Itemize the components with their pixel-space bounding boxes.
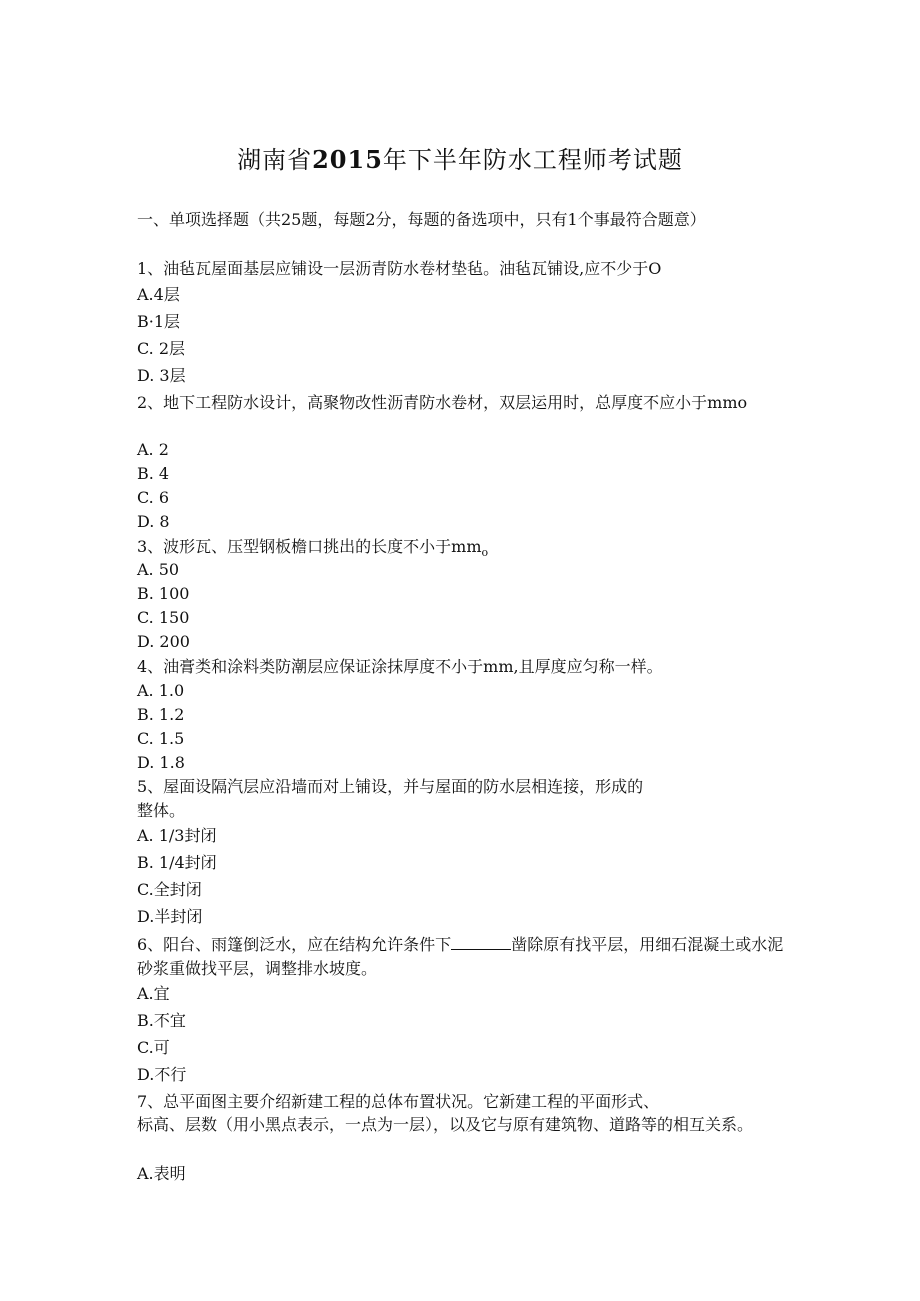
page-title	[0, 140, 920, 175]
question-3-stem	[137, 536, 488, 564]
question-5-option-b: B. 1/4封闭	[137, 853, 217, 872]
question-5-option-c: C.全封闭	[137, 880, 202, 899]
section-heading: 一、单项选择题（共25题，每题2分，每题的备选项中，只有1个事最符合题意）	[137, 210, 706, 229]
question-6-option-c: C.可	[137, 1038, 170, 1057]
question-3-option-a: A. 50	[137, 560, 180, 579]
question-6-option-d: D.不行	[137, 1065, 187, 1084]
question-5-option-d: D.半封闭	[137, 907, 203, 926]
title-suffix: 年下半年防水工程师考试题	[382, 146, 683, 174]
question-4-option-c: C. 1.5	[137, 729, 185, 748]
question-1-option-c: C. 2层	[137, 339, 186, 358]
question-7-stem-line1: 7、总平面图主要介绍新建工程的总体布置状况。它新建工程的平面形式、	[137, 1092, 660, 1111]
question-3-stem-subscript: o	[481, 546, 489, 559]
question-5-option-a: A. 1/3封闭	[137, 826, 217, 845]
question-5-stem-line2: 整体。	[137, 801, 186, 820]
question-1-option-a: A.4层	[137, 285, 180, 304]
question-6-option-b: B.不宜	[137, 1011, 186, 1030]
title-year: 2015	[312, 145, 383, 174]
question-6-stem-start: 6、阳台、雨篷倒泛水，应在结构允许条件下	[137, 935, 452, 954]
question-2-option-d: D. 8	[137, 512, 170, 531]
question-7-option-a: A.表明	[137, 1164, 186, 1183]
question-6-stem	[137, 933, 785, 981]
question-2-stem: 2、地下工程防水设计，高聚物改性沥青防水卷材，双层运用时，总厚度不应小于mmo	[137, 393, 748, 412]
question-3-option-c: C. 150	[137, 608, 190, 627]
question-4-option-d: D. 1.8	[137, 753, 185, 772]
question-3-stem-text: 3、波形瓦、压型钢板檐口挑出的长度不小于mm	[137, 537, 482, 556]
question-2-option-b: B. 4	[137, 464, 170, 483]
question-6-option-a: A.宜	[137, 984, 170, 1003]
question-1-stem: 1、油毡瓦屋面基层应铺设一层沥青防水卷材垫毡。油毡瓦铺设,应不少于O	[137, 259, 662, 278]
question-4-stem: 4、油膏类和涂料类防潮层应保证涂抹厚度不小于mm,且厚度应匀称一样。	[137, 657, 663, 676]
title-prefix: 湖南省	[237, 146, 313, 174]
question-5-stem-line1: 5、屋面设隔汽层应沿墙而对上铺设，并与屋面的防水层相连接，形成的	[137, 777, 644, 796]
question-2-option-c: C. 6	[137, 488, 170, 507]
question-7-stem-rest: 标高、层数（用小黑点表示，一点为一层），以及它与原有建筑物、道路等的相互关系。	[137, 1115, 754, 1134]
question-1-option-d: D. 3层	[137, 366, 186, 385]
question-4-option-a: A. 1.0	[137, 681, 185, 700]
question-3-option-b: B. 100	[137, 584, 190, 603]
question-6-stem-end: 凿除原有找平层，用细石混凝土或水泥砂浆重做找平层，调整排水坡度。	[137, 935, 784, 978]
answer-blank	[451, 935, 511, 950]
question-3-option-d: D. 200	[137, 632, 190, 651]
question-2-option-a: A. 2	[137, 440, 169, 459]
question-1-option-b: B·1层	[137, 312, 181, 331]
question-4-option-b: B. 1.2	[137, 705, 185, 724]
